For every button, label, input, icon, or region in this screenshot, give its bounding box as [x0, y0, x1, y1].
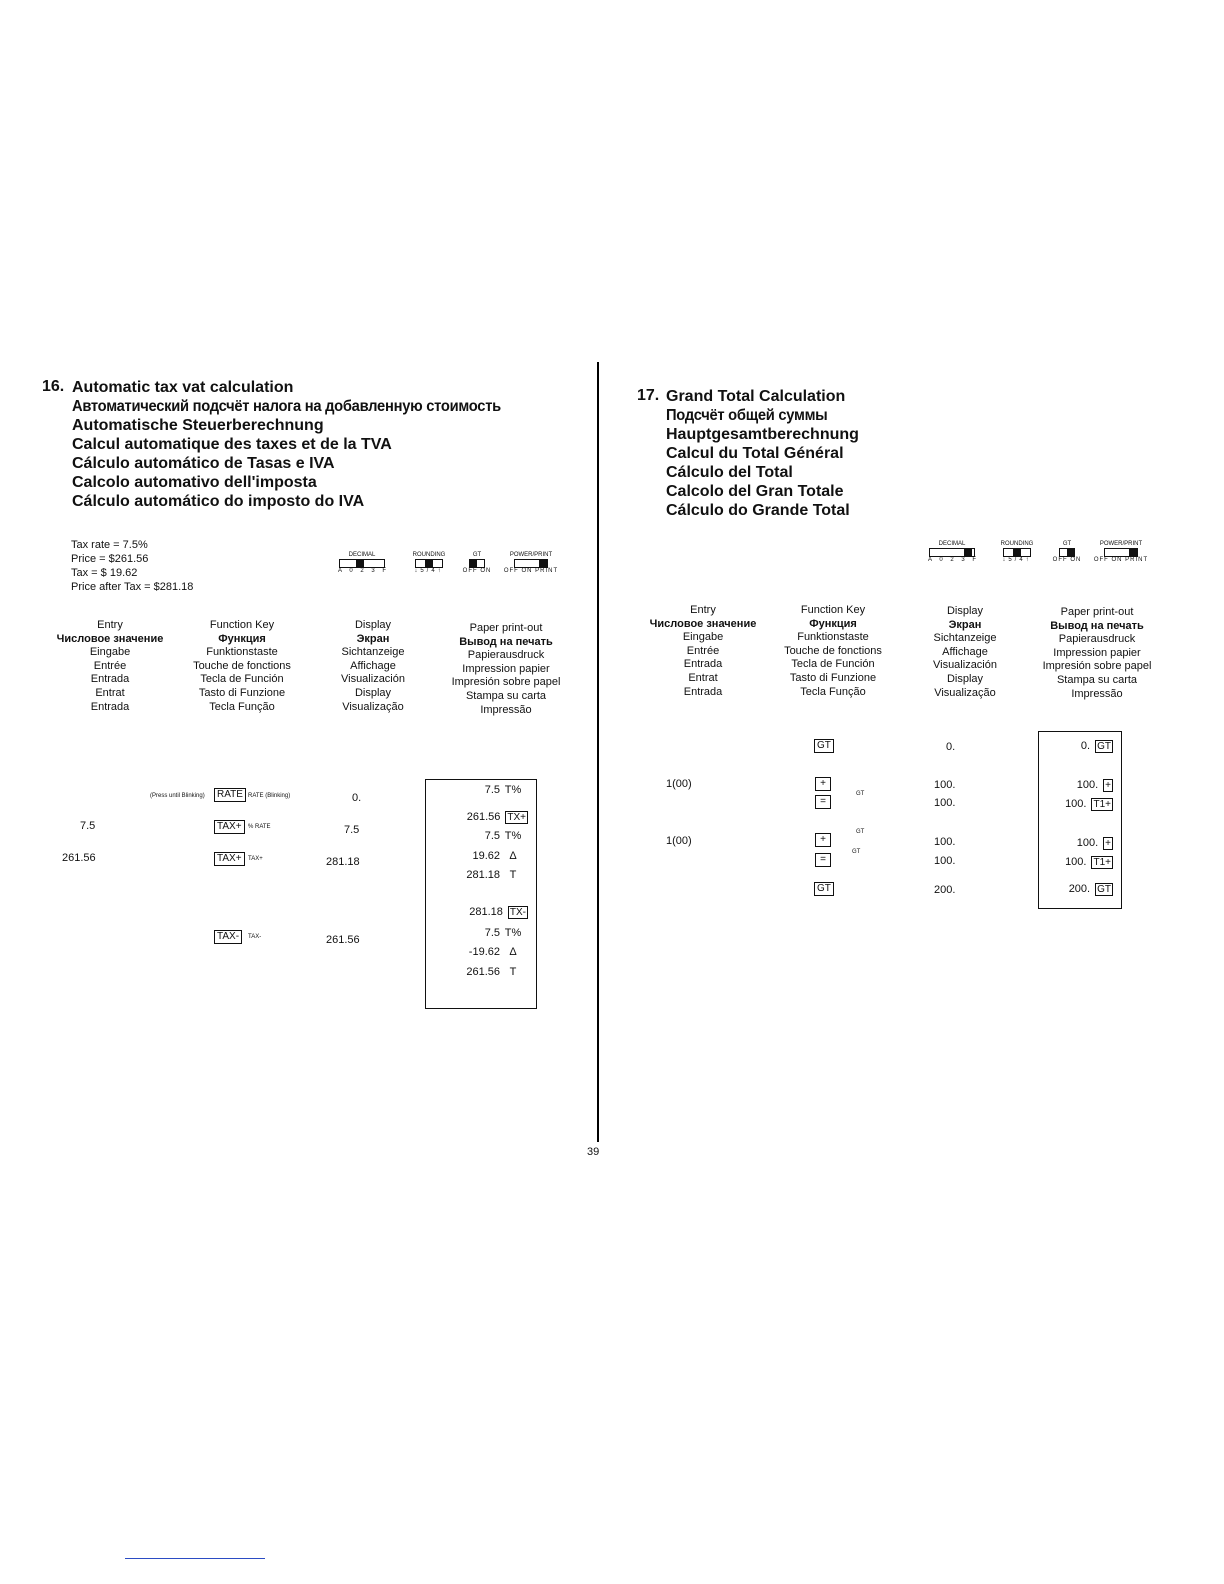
- key-note: TAX+: [248, 856, 263, 862]
- display-value: 281.18: [326, 856, 360, 868]
- header-display: Display Экран Sichtanzeige Affichage Visualización Display Visualização: [932, 605, 997, 699]
- paper-line: 100. T1+: [1065, 798, 1111, 810]
- power-switch-label: POWER/PRINT: [509, 552, 553, 558]
- decimal-switch-ticks: A 0 2 3 F: [338, 568, 390, 574]
- equals-key[interactable]: =: [815, 853, 831, 867]
- power-switch-label: POWER/PRINT: [1099, 541, 1143, 547]
- title-de: Automatische Steuerberechnung: [72, 417, 324, 434]
- header-entry: Entry Числовое значение Eingabe Entrée Entrada Entrat Entrada: [56, 619, 164, 713]
- given-price-after-tax: Price after Tax = $281.18: [71, 581, 194, 593]
- tax-plus-key[interactable]: TAX+: [214, 820, 245, 834]
- section-title: [666, 387, 859, 520]
- gt-switch: [1052, 541, 1082, 563]
- rounding-switch-ticks: ↓5/4↑: [414, 568, 444, 574]
- header-paper: Paper print-out Вывод на печать Papierausdruck Impression papier Impresión sobre papel Stampa su carta Impressão: [451, 622, 561, 716]
- entry-value: 261.56: [62, 852, 96, 864]
- display-value: 0.: [946, 741, 956, 753]
- title-en: Automatic tax vat calculation: [72, 379, 294, 396]
- title-it: Calcolo del Gran Totale: [666, 483, 844, 500]
- paper-line: 100. +: [1076, 779, 1111, 791]
- display-value: 100.: [934, 836, 956, 848]
- gt-switch: [462, 552, 492, 574]
- display-value: 100.: [934, 797, 956, 809]
- plus-key[interactable]: +: [815, 833, 831, 847]
- title-es: Cálculo automático de Tasas e IVA: [72, 455, 335, 472]
- title-de: Hauptgesamtberechnung: [666, 426, 859, 443]
- paper-line: 281.18 TX-: [469, 906, 526, 918]
- decimal-switch: [338, 552, 390, 574]
- decimal-switch: [928, 541, 980, 563]
- gt-indicator: GT: [856, 791, 865, 797]
- given-price: Price = $261.56: [71, 553, 149, 565]
- paper-line: 100. T1+: [1065, 856, 1111, 868]
- title-ru: Подсчёт общей суммы: [666, 407, 828, 424]
- equals-key[interactable]: =: [815, 795, 831, 809]
- gt-indicator: GT: [856, 829, 865, 835]
- plus-key[interactable]: +: [815, 777, 831, 791]
- rounding-switch-label: ROUNDING: [1000, 541, 1034, 547]
- display-value: 0.: [352, 792, 362, 804]
- section-title: [72, 378, 538, 511]
- rounding-switch-label: ROUNDING: [412, 552, 446, 558]
- gt-switch-label: GT: [1062, 541, 1072, 547]
- rounding-switch: [998, 541, 1036, 563]
- power-switch: [502, 552, 560, 574]
- decimal-switch-label: DECIMAL: [938, 541, 966, 547]
- paper-line: 261.56 TX+: [466, 811, 526, 823]
- power-switch-ticks: OFF ON PRINT: [503, 568, 559, 574]
- gt-switch-label: GT: [472, 552, 482, 558]
- paper-line: 100. +: [1076, 837, 1111, 849]
- display-value: 100.: [934, 855, 956, 867]
- gt-switch-ticks: OFF ON: [1052, 557, 1082, 563]
- decimal-switch-label: DECIMAL: [348, 552, 376, 558]
- display-value: 200.: [934, 884, 956, 896]
- title-pt: Cálculo do Grande Total: [666, 502, 850, 519]
- page-number: 39: [587, 1146, 600, 1158]
- header-entry: Entry Числовое значение Eingabe Entrée Entrada Entrat Entrada: [649, 604, 757, 698]
- rounding-switch: [410, 552, 448, 574]
- header-paper: Paper print-out Вывод на печать Papierausdruck Impression papier Impresión sobre papel Stampa su carta Impressão: [1042, 606, 1152, 700]
- header-function-key: Function Key Функция Funktionstaste Touche de fonctions Tecla de Función Tasto di Funzione Tecla Função: [193, 619, 291, 713]
- paper-line: -19.62 Δ: [468, 946, 517, 958]
- rate-key[interactable]: RATE: [214, 788, 246, 802]
- title-en: Grand Total Calculation: [666, 388, 846, 405]
- entry-value: 1(00): [666, 778, 692, 790]
- entry-value: 1(00): [666, 835, 692, 847]
- entry-value: 7.5: [80, 820, 96, 832]
- header-display: Display Экран Sichtanzeige Affichage Visualización Display Visualização: [340, 619, 405, 713]
- paper-line: 281.18 T: [466, 869, 517, 881]
- title-ru: Автоматический подсчёт налога на добавленную стоимость: [72, 398, 501, 415]
- given-values: [71, 538, 193, 594]
- paper-line: 200. GT: [1068, 883, 1111, 895]
- power-switch: [1092, 541, 1150, 563]
- rounding-switch-ticks: ↓5/4↑: [1002, 557, 1032, 563]
- paper-printout: [425, 779, 537, 1009]
- given-tax-rate: Tax rate = 7.5%: [71, 539, 148, 551]
- paper-line: 7.5 T%: [484, 784, 522, 796]
- key-note: % RATE: [248, 824, 271, 830]
- given-tax: Tax = $ 19.62: [71, 567, 138, 579]
- title-fr: Calcul automatique des taxes et de la TVA: [72, 436, 392, 453]
- gt-switch-ticks: OFF ON: [462, 568, 492, 574]
- section-number: 17.: [637, 387, 660, 404]
- gt-key[interactable]: GT: [814, 882, 834, 896]
- title-it: Calcolo automativo dell'imposta: [72, 474, 317, 491]
- title-pt: Cálculo automático do imposto do IVA: [72, 493, 365, 510]
- title-fr: Calcul du Total Général: [666, 445, 844, 462]
- gt-key[interactable]: GT: [814, 739, 834, 753]
- page-divider: [597, 362, 599, 1142]
- gt-indicator: GT: [852, 849, 861, 855]
- paper-line: 19.62 Δ: [472, 850, 517, 862]
- tax-plus-key[interactable]: TAX+: [214, 852, 245, 866]
- display-value: 100.: [934, 779, 956, 791]
- power-switch-ticks: OFF ON PRINT: [1093, 557, 1149, 563]
- paper-line: 0. GT: [1080, 740, 1111, 752]
- display-value: 7.5: [344, 824, 360, 836]
- key-note: TAX-: [248, 934, 262, 940]
- display-value: 261.56: [326, 934, 360, 946]
- tax-minus-key[interactable]: TAX-: [214, 930, 242, 944]
- section-number: 16.: [42, 378, 65, 395]
- paper-line: 7.5 T%: [484, 830, 522, 842]
- paper-printout: [1038, 731, 1122, 909]
- paper-line: 7.5 T%: [484, 927, 522, 939]
- pre-note: (Press until Blinking): [150, 793, 205, 799]
- decimal-switch-ticks: A 0 2 3 F: [928, 557, 980, 563]
- footer-rule: [125, 1558, 265, 1559]
- title-es: Cálculo del Total: [666, 464, 793, 481]
- header-function-key: Function Key Функция Funktionstaste Touche de fonctions Tecla de Función Tasto di Funzione Tecla Função: [784, 604, 882, 698]
- key-note: RATE (Blinking): [248, 793, 291, 799]
- paper-line: 261.56 T: [466, 966, 517, 978]
